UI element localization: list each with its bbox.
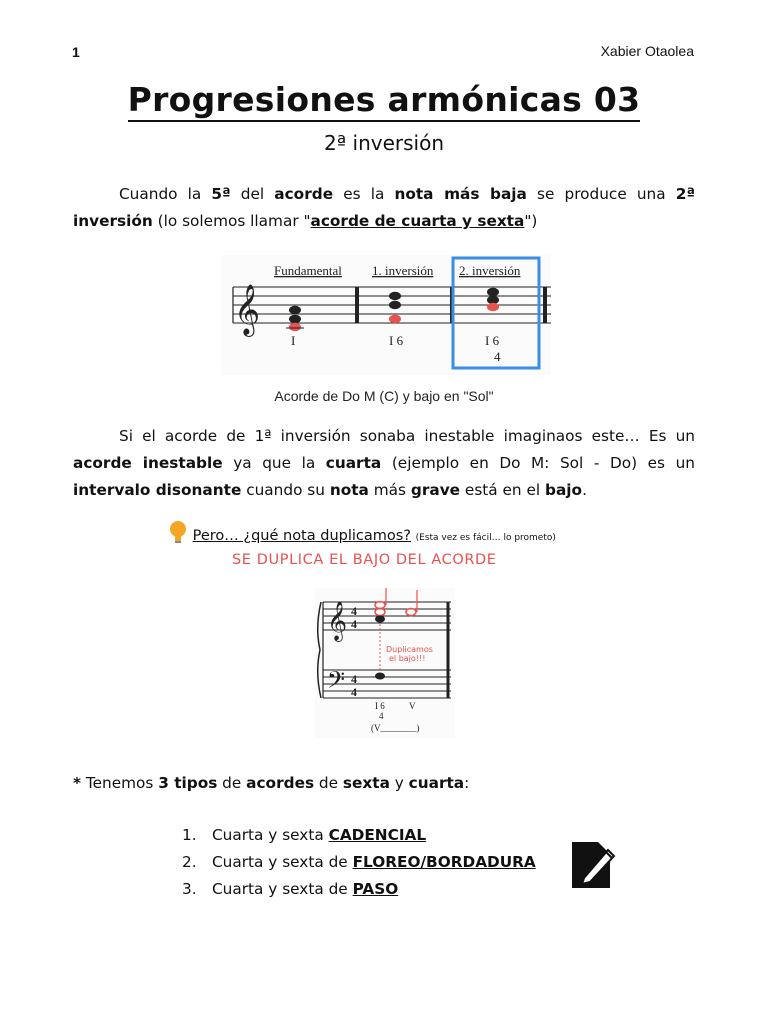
annotation: Duplicamos <box>386 645 433 654</box>
types-list <box>182 822 536 903</box>
author-name: Xabier Otaolea <box>600 43 694 59</box>
roman-numeral: I 6 <box>389 333 404 348</box>
instability-paragraph: Si el acorde de 1ª inversión sonaba inestable imaginaos este… Es un acorde inestable ya que la cuarta (ejemplo en Do M: Sol - Do) es un intervalo disonante cuando su nota más grave está en el bajo. <box>73 427 695 499</box>
page-number: 1 <box>72 44 80 60</box>
brace <box>318 602 321 698</box>
annotation: el bajo!!! <box>389 654 426 663</box>
svg-text:V: V <box>409 701 416 711</box>
treble-clef-icon: 𝄞 <box>234 284 261 335</box>
edit-note-icon <box>570 840 618 890</box>
label-first-inversion: 1. inversión <box>372 263 434 278</box>
tip-line <box>168 520 556 546</box>
time-signature: 4 <box>351 672 357 686</box>
label-fundamental: Fundamental <box>274 263 342 278</box>
types-intro: * Tenemos 3 tipos de acordes de sexta y cuarta: <box>73 774 470 792</box>
roman-numeral: I 6 <box>485 333 500 348</box>
bass-clef-icon: 𝄢 <box>327 666 346 699</box>
svg-text:(V________): (V________) <box>371 723 420 733</box>
title-block <box>0 80 768 119</box>
time-signature: 4 <box>351 604 357 618</box>
label-second-inversion: 2. inversión <box>459 263 521 278</box>
list-item: 1. Cuarta y sexta CADENCIAL <box>182 826 427 844</box>
tip-answer: SE DUPLICA EL BAJO DEL ACORDE <box>232 552 497 568</box>
intro-paragraph: Cuando la 5ª del acorde es la nota más baja se produce una 2ª inversión (lo solemos llamar "acorde de cuarta y sexta") <box>73 185 696 230</box>
list-item: 3. Cuarta y sexta de PASO <box>182 880 399 898</box>
svg-text:I 6: I 6 <box>375 701 385 711</box>
grand-staff-score <box>315 588 455 738</box>
page-subtitle: 2ª inversión <box>324 131 444 155</box>
svg-text:4: 4 <box>379 711 384 721</box>
time-signature: 4 <box>351 617 357 631</box>
tip-aside: (Esta vez es fácil… lo prometo) <box>415 533 556 543</box>
lightbulb-icon <box>168 520 188 546</box>
list-item: 2. Cuarta y sexta de FLOREO/BORDADURA <box>182 853 536 871</box>
roman-numeral: I <box>291 333 296 348</box>
tip-question: Pero… ¿qué nota duplicamos? <box>192 528 412 544</box>
time-signature: 4 <box>351 685 357 699</box>
page-title: Progresiones armónicas 03 <box>128 80 641 122</box>
figured-bass-number: 4 <box>494 349 501 364</box>
inversions-score <box>221 255 551 375</box>
treble-clef-icon: 𝄞 <box>327 601 348 641</box>
figure-caption: Acorde de Do M (C) y bajo en "Sol" <box>274 388 494 404</box>
chord-name-highlight: acorde de cuarta y sexta <box>310 212 525 230</box>
